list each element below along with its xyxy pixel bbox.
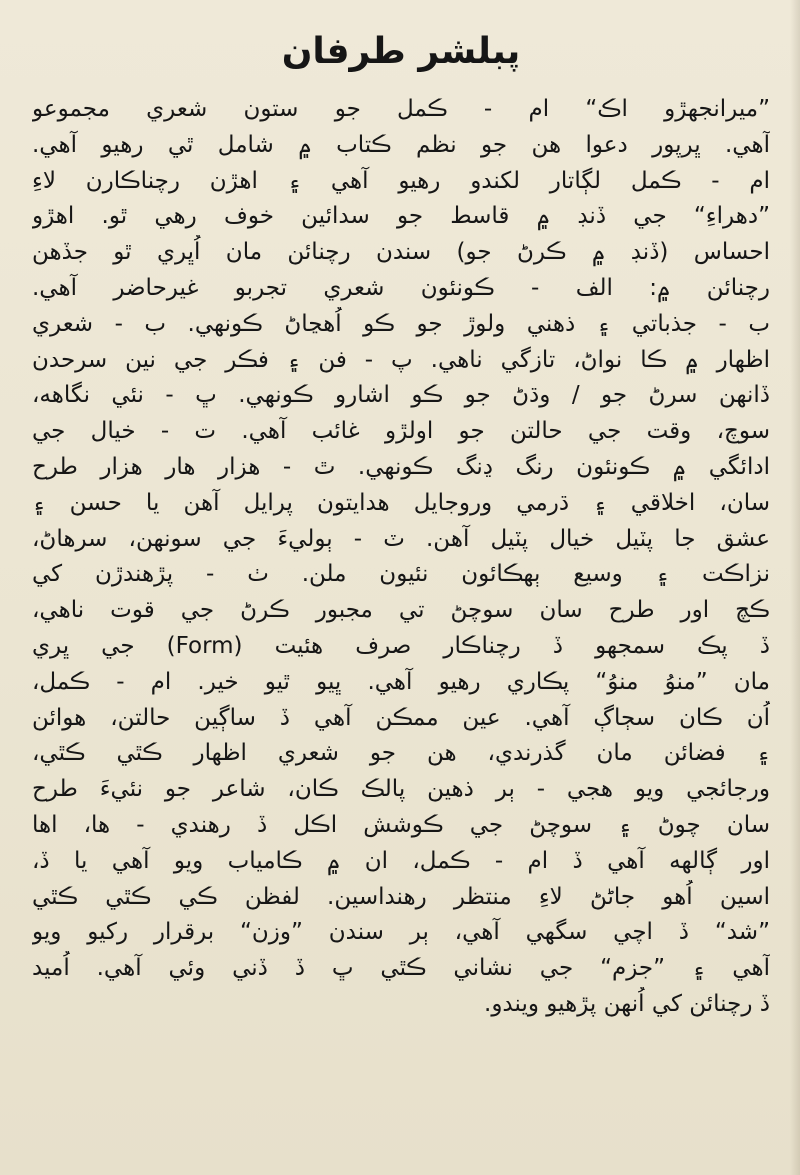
text-line: اسين اُهو جاڻڻ لاءِ منتظر رهنداسين. لفظن ڪي ڪٿي ڪٿي <box>32 883 770 910</box>
text-line: عشق جا پٽيل خيال پٽيل آهن. ٽ - ٻوليءَ جي سونهن، سرهاڻ، <box>32 525 770 552</box>
text-line: ورجائجي ويو هجي - ٻر ذهين پالڪ ڪان، شاعر جو نئيءَ طرح <box>32 776 770 803</box>
text-line: ڪچ اور طرح سان سوچڻ تي مجبور ڪرڻ جي قوت ناهي، <box>32 597 770 624</box>
text-line: مان ”منوُ منوُ“ پڪاري رهيو آهي. ڀيو ٿيو خير. ام - ڪمل، <box>32 668 770 695</box>
text-line: نزاڪت ۽ وسيع ٻهڪائون نئيون ملن. ٺ - پڙهندڙن کي <box>32 561 770 588</box>
text-line: ”شد“ ڏ اچي سگهي آهي، ٻر سندن ”وزن“ برقرار رکيو ويو <box>32 919 770 946</box>
text-line: ”ميرانجهڙو اڪ“ ام - ڪمل جو ستون شعري مجموعو <box>32 96 770 122</box>
text-line: ادائگي ۾ ڪونئون رنگ ڍنگ ڪونهي. ٿ - هزار هار هزار طرح <box>32 453 770 480</box>
text-line: ڏ رچنائن کي اُنهن پڙهيو ويندو. <box>484 990 770 1017</box>
text-line: سان، اخلاقي ۽ ڌرمي وروجايل هدايتون پرايل آهن يا حسن ۽ <box>32 489 770 516</box>
text-line: ڏانهن سرڻ جو / وڌڻ جو ڪو اشارو ڪونهي. ڀ - نئي نگاهه، <box>32 382 770 409</box>
text-line: آهي. ڀرپور دعوا هن جو نظم ڪتاب ۾ شامل ٿي رهيو آهي. <box>32 131 770 158</box>
text-line: سوچ، وقت جي حالتن جو اولڙو غائب آهي. ت - خيال جي <box>32 418 770 445</box>
text-line: ڏ پڪ سمجهو ڏ رچناڪار صرف هئيت (Form) جي ڀري <box>32 632 770 659</box>
text-line: ام - ڪمل لڳاتار لکندو رهيو آهي ۽ اهڙن رچناڪارن لاءِ <box>32 167 770 194</box>
text-line: سان چوڻ ۽ سوچڻ جي ڪوشش اڪل ڏ رهندي - ها، اها <box>32 811 770 838</box>
text-line: ب - جذباتي ۽ ذهني ولوڙ جو ڪو اُهڃاڻ ڪونهي. ب - شعري <box>32 310 770 337</box>
text-line: ۽ فضائن مان گذرندي، هن جو شعري اظهار ڪٿي ڪٿي، <box>32 740 770 767</box>
text-line: ”دهراءِ“ جي ڏنڊ ۾ قاسط جو سدائين خوف رهي ٿو. اهڙو <box>32 203 770 230</box>
text-line: آهي ۽ ”جزم“ جي نشاني ڪٿي ڀ ڏ ڏني وئي آهي. اُميد <box>32 955 770 982</box>
text-line: اور ڳالهه آهي ڏ ام - ڪمل، ان ۾ ڪامياب ويو آهي يا ڏ، <box>32 847 770 874</box>
text-line: اظهار ۾ ڪا نواڻ، تازگي ناهي. پ - فن ۽ فڪر جي نين سرحدن <box>32 346 770 373</box>
body-text <box>32 92 770 1023</box>
text-line: رچنائن ۾: الف - ڪونئون شعري تجربو غيرحاضر آهي. <box>32 274 770 301</box>
text-line: اُن ڪان سڄاڳ آهي. عين ممڪن آهي ڏ ساڳين حالتن، هوائن <box>32 704 770 731</box>
page-edge-shadow <box>790 0 800 1175</box>
page-title: پبلشر طرفان <box>281 31 521 72</box>
text-line: احساس (ڏنڊ ۾ ڪرڻ جو) سندن رچنائن مان اُڀري ٿو جڏهن <box>32 239 770 266</box>
